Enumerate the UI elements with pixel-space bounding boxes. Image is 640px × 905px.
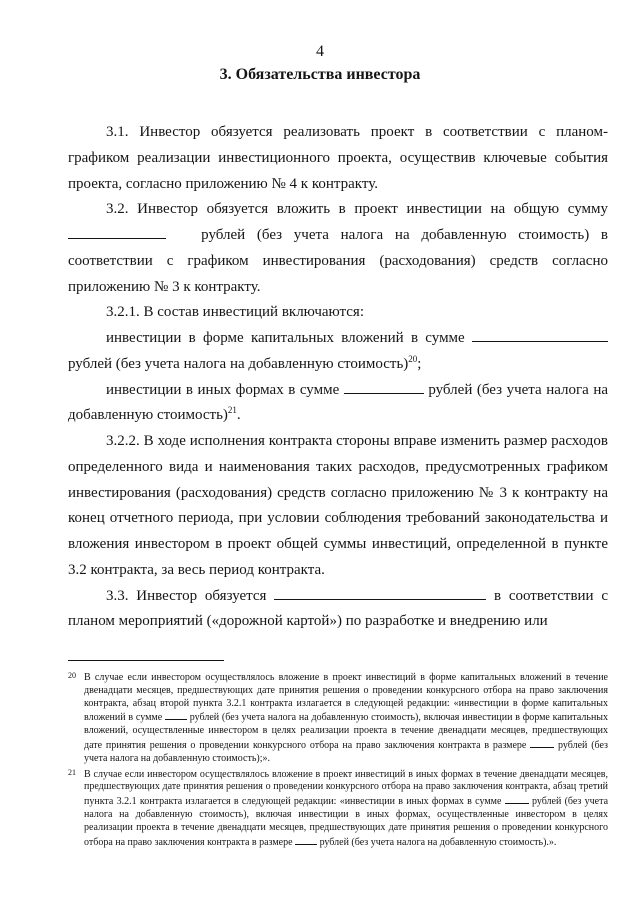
footnote-20-blank-sum	[165, 710, 187, 720]
footnote-separator	[68, 660, 224, 661]
paragraph-3-2-text-c: в соответствии с графиком инвестирования (расходования) средств согласно приложению № 3 к контракту.	[68, 227, 609, 295]
blank-obligation	[274, 585, 486, 600]
footnote-21-mark: 21	[68, 767, 76, 777]
item-other-investments	[68, 378, 608, 430]
footnote-20	[68, 672, 608, 766]
blank-other-sum	[344, 379, 424, 394]
footnote-21	[68, 769, 608, 850]
item-capital-investments	[68, 326, 608, 378]
blank-total-sum	[68, 224, 166, 239]
paragraph-3-3	[68, 584, 608, 636]
footnote-ref-20[interactable]: 20	[408, 353, 418, 364]
footnote-20-blank-size	[530, 738, 554, 748]
document-body	[68, 120, 608, 635]
section-title: 3. Обязательства инвестора	[219, 66, 421, 83]
footnote-21-text-c: рублей (без учета налога на добавленную стоимость).».	[319, 836, 557, 848]
footnote-20-text-b: рублей (без учета налога на добавленную стоимость), включая инвестиции в форме капитальных вложений, осуществленные инвестором в целях реализации проекта в течение двенадцати месяцев, предшествующих дате принятия решения о проведении конкурсного отбора на право заключения контракта в размере	[84, 712, 609, 751]
paragraph-3-3-text-a: 3.3. Инвестор обязуется	[106, 587, 267, 604]
footnote-21-text-b: рублей (без учета налога на добавленную стоимость), включая инвестиции в иных формах, осуществленные инвестором в целях реализации проекта в течение двенадцати месяцев, предшествующих дате принятия решения о проведении конкурсного отбора на право заключения контракта в размере	[84, 796, 609, 848]
paragraph-3-1-text: 3.1. Инвестор обязуется реализовать проект в соответствии с планом-графиком реализации инвестиционного проекта, осуществив ключевые события проекта, согласно приложению № 4 к контракту.	[68, 124, 608, 192]
footnote-20-mark: 20	[68, 671, 76, 680]
blank-capital-sum	[472, 327, 608, 342]
paragraph-3-2-text-b: рублей (без учета налога на добавленную стоимость)	[201, 227, 590, 243]
footnote-ref-21[interactable]: 21	[227, 405, 237, 416]
item-capital-text-b: рублей (без учета налога на добавленную стоимость)	[68, 355, 409, 372]
footnote-21-blank-sum	[505, 794, 529, 804]
paragraph-3-2-text-a: 3.2. Инвестор обязуется вложить в проект инвестиции на общую сумму	[106, 201, 608, 218]
item-other-end: .	[236, 407, 241, 424]
paragraph-3-3-text-b: в соответствии с планом мероприятий («дорожной картой») по разработке и внедрению или	[68, 587, 609, 630]
item-other-text-b: рублей (без учета налога на добавленную стоимость)	[68, 381, 609, 424]
footnote-20-text-c: рублей (без учета налога на добавленную стоимость);».	[84, 739, 608, 764]
footnote-20-text-a: В случае если инвестором осуществлялось вложение в проект инвестиций в форме капитальных вложений в течение двенадцати месяцев, предшествующих дате принятия решения о проведении конкурсного отбора на право заключения контракта, абзац второй пункта 3.2.1 контракта излагается в следующей редакции: «инвестиции в форме капитальных вложений в сумме	[84, 672, 608, 724]
paragraph-3-2	[68, 197, 608, 300]
paragraph-3-2-1-text: 3.2.1. В состав инвестиций включаются:	[106, 304, 364, 321]
paragraph-3-1	[68, 120, 608, 197]
item-other-text-a: инвестиции в иных формах в сумме	[106, 381, 340, 398]
page-number: 4	[316, 43, 324, 60]
footnotes	[68, 672, 608, 852]
paragraph-3-2-2-text: 3.2.2. В ходе исполнения контракта стороны вправе изменить размер расходов определенного вида и наименования таких расходов, предусмотренных графиком инвестирования (расходования) средств согласно приложению № 3 к контракту на конец отчетного периода, при условии соблюдения требований законодательства и вложения инвестором в проект общей суммы инвестиций, определенной в пункте 3.2 контракта, за весь период контракта.	[68, 433, 608, 578]
item-capital-end: ;	[417, 355, 422, 372]
footnote-21-text-a: В случае если инвестором осуществлялось вложение в проект инвестиций в иных формах в течение двенадцати месяцев, предшествующих дате принятия решения о проведении конкурсного отбора на право заключения контракта, абзац третий пункта 3.2.1 контракта излагается в следующей редакции: «инвестиции в иных формах в сумме	[84, 768, 608, 808]
paragraph-3-2-2	[68, 429, 608, 584]
item-capital-text-a: инвестиции в форме капитальных вложений в сумме	[106, 330, 465, 346]
paragraph-3-2-1	[68, 300, 608, 326]
footnote-21-blank-size	[295, 835, 317, 845]
